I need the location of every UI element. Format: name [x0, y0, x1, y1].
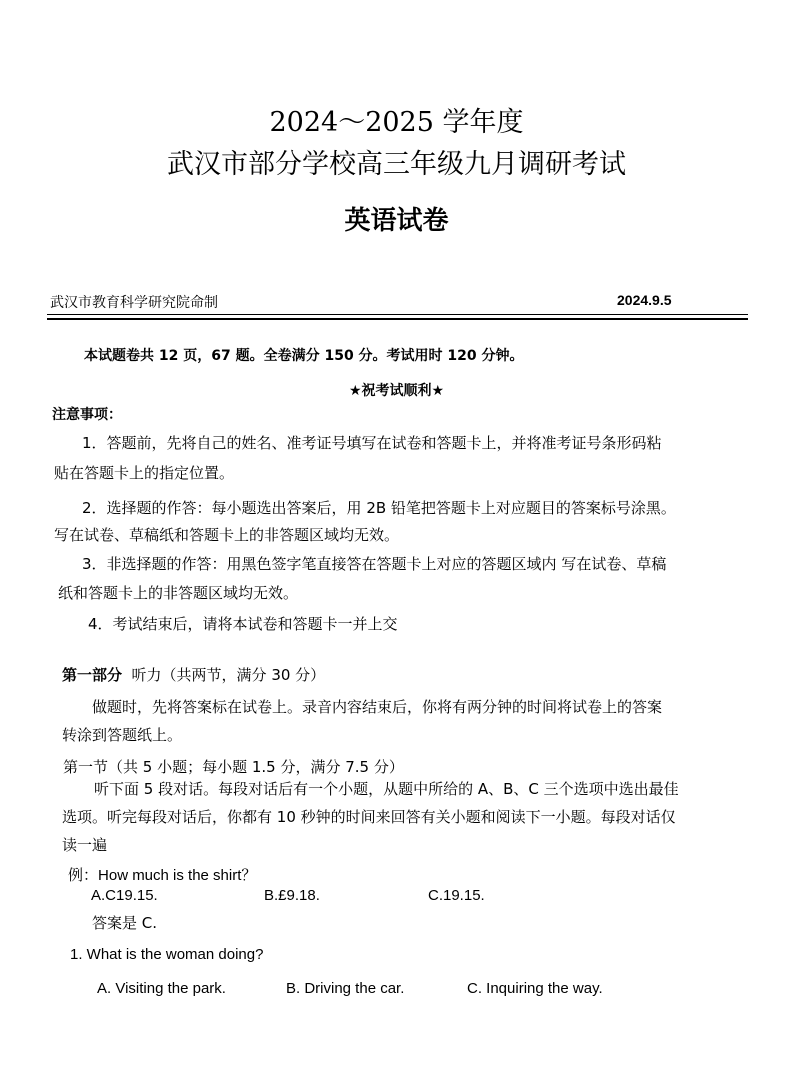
example-option-c: C.19.15. [428, 887, 485, 904]
good-luck-line: ★祝考试顺利★ [348, 383, 445, 399]
part-one-instruction-line-1: 做题时，先将答案标在试卷上。录音内容结束后，你将有两分钟的时间将试卷上的答案 [92, 698, 663, 716]
issue-date: 2024.9.5 [617, 292, 672, 308]
part-one-instruction-line-2: 转涂到答题纸上。 [62, 726, 183, 744]
section-one-heading: 第一节（共 5 小题；每小题 1.5 分，满分 7.5 分） [63, 758, 404, 776]
notice-item-3-line-1: 3．非选择题的作答：用黑色签字笔直接答在答题卡上对应的答题区域内 写在试卷、草稿 [82, 555, 667, 573]
question-1: 1. What is the woman doing? [70, 946, 264, 963]
section-one-instruction-line-3: 读一遍 [62, 836, 108, 854]
header-rule-thin [47, 314, 748, 315]
part-one-title: 听力（共两节，满分 30 分） [122, 666, 326, 684]
part-one-label: 第一部分 [62, 666, 123, 684]
notice-heading: 注意事项： [52, 407, 122, 423]
example-question-text: How much is the shirt？ [98, 867, 257, 884]
section-one-instruction-line-2: 选项。听完每段对话后，你都有 10 秒钟的时间来回答有关小题和阅读下一小题。每段对话仅 [62, 808, 676, 826]
notice-item-1-line-1: 1．答题前，先将自己的姓名、准考证号填写在试卷和答题卡上，并将准考证号条形码粘 [82, 434, 662, 452]
exam-year-title: 2024～2025 学年度 [269, 107, 524, 138]
example-answer: 答案是 C. [92, 914, 158, 932]
notice-item-1-line-2: 贴在答题卡上的指定位置。 [54, 464, 235, 482]
example-option-a: A.C19.15. [91, 887, 158, 904]
part-one-heading [62, 664, 325, 685]
subject-title: 英语试卷 [344, 206, 449, 236]
header-rule-thick [47, 318, 748, 320]
issuer-text: 武汉市教育科学研究院命制 [50, 295, 218, 311]
notice-item-2-line-1: 2．选择题的作答：每小题选出答案后，用 2B 铅笔把答题卡上对应题目的答案标号涂黑。 [82, 499, 676, 517]
example-label: 例： [68, 866, 99, 884]
example-question [68, 864, 256, 885]
question-1-option-b: B. Driving the car. [286, 980, 405, 997]
question-1-option-a: A. Visiting the park. [97, 980, 226, 997]
section-one-instruction-line-1: 听下面 5 段对话。每段对话后有一个小题，从题中所给的 A、B、C 三个选项中选出最佳 [94, 780, 679, 798]
example-option-b: B.£9.18. [264, 887, 320, 904]
notice-item-3-line-2: 纸和答题卡上的非答题区域均无效。 [58, 584, 299, 602]
notice-item-2-line-2: 写在试卷、草稿纸和答题卡上的非答题区域均无效。 [54, 526, 400, 544]
notice-item-4-line-1: 4．考试结束后，请将本试卷和答题卡一并上交 [88, 615, 398, 633]
exam-name-title: 武汉市部分学校高三年级九月调研考试 [167, 149, 626, 180]
paper-intro: 本试题卷共 12 页，67 题。全卷满分 150 分。考试用时 120 分钟。 [84, 348, 524, 364]
question-1-option-c: C. Inquiring the way. [467, 980, 603, 997]
